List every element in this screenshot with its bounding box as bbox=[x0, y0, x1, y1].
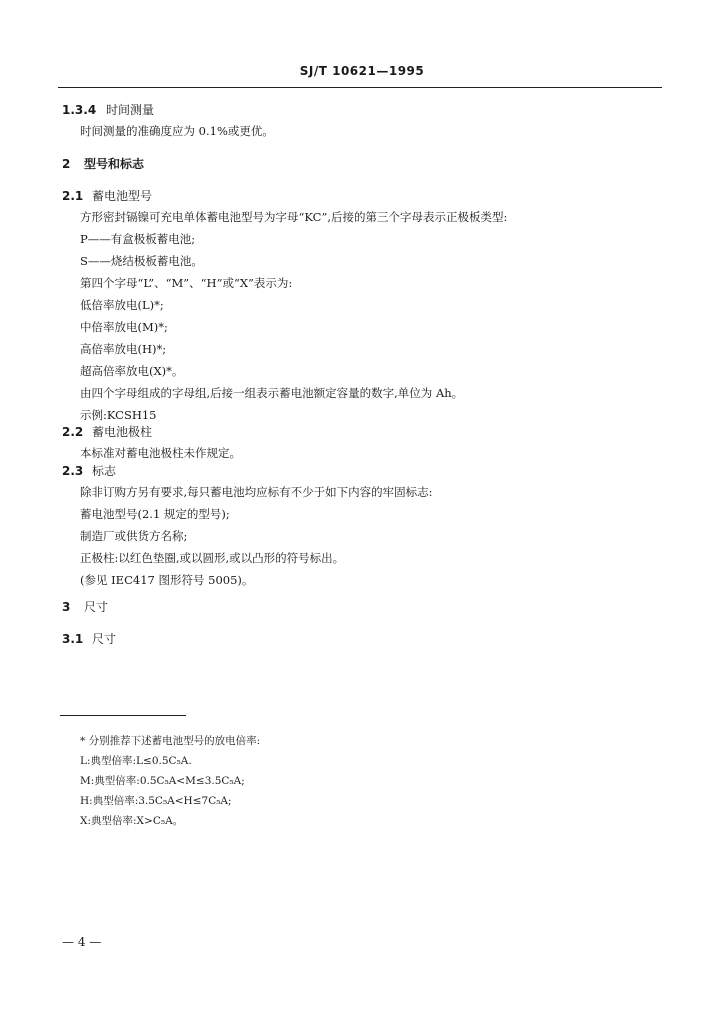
section-2-3-line: (参见 IEC417 图形符号 5005)。 bbox=[80, 573, 254, 587]
section-2-1-line: 超高倍率放电(X)*。 bbox=[80, 364, 184, 378]
section-2-1-line: 第四个字母“L”、“M”、“H”或“X”表示为: bbox=[80, 276, 293, 290]
section-number: 2.3 bbox=[62, 464, 84, 478]
section-2-3-line: 蓄电池型号(2.1 规定的型号); bbox=[80, 507, 230, 521]
section-2-3-line: 制造厂或供货方名称; bbox=[80, 529, 188, 543]
section-number: 2 bbox=[62, 157, 71, 171]
section-2-1-line: 中倍率放电(M)*; bbox=[80, 320, 168, 334]
footnote-line: M:典型倍率:0.5C₅A<M≤3.5C₅A; bbox=[80, 775, 245, 787]
section-2-2-heading bbox=[62, 423, 152, 440]
section-2-1-line: P——有盒极板蓄电池; bbox=[80, 232, 196, 246]
footnote-rule bbox=[60, 715, 186, 716]
section-2-3-line: 除非订购方另有要求,每只蓄电池均应标有不少于如下内容的牢固标志: bbox=[80, 485, 433, 499]
section-3-heading bbox=[62, 598, 108, 615]
section-title: 型号和标志 bbox=[84, 157, 145, 171]
footnote-line: X:典型倍率:X>C₅A。 bbox=[80, 815, 184, 827]
page-number: — 4 — bbox=[62, 935, 102, 949]
section-2-1-line: 方形密封镉镍可充电单体蓄电池型号为字母“KC”,后接的第三个字母表示正极板类型: bbox=[80, 210, 508, 224]
section-2-heading bbox=[62, 155, 144, 172]
section-number: 3 bbox=[62, 600, 71, 614]
section-2-1-example: 示例:KCSH15 bbox=[80, 408, 157, 422]
section-title: 蓄电池极柱 bbox=[92, 425, 153, 439]
footnote-line: * 分别推荐下述蓄电池型号的放电倍率: bbox=[80, 735, 261, 747]
footnote-line: L:典型倍率:L≤0.5C₅A. bbox=[80, 755, 192, 767]
section-number: 2.1 bbox=[62, 189, 84, 203]
section-2-1-line: S——烧结极板蓄电池。 bbox=[80, 254, 203, 268]
section-title: 标志 bbox=[92, 464, 117, 478]
section-number: 1.3.4 bbox=[62, 103, 97, 117]
section-1-3-4-text: 时间测量的准确度应为 0.1%或更优。 bbox=[80, 124, 274, 138]
section-1-3-4-heading bbox=[62, 101, 154, 118]
footnote-line: H:典型倍率:3.5C₅A<H≤7C₅A; bbox=[80, 795, 232, 807]
section-number: 2.2 bbox=[62, 425, 84, 439]
section-title: 时间测量 bbox=[106, 103, 155, 117]
section-title: 尺寸 bbox=[84, 600, 109, 614]
section-2-1-line: 由四个字母组成的字母组,后接一组表示蓄电池额定容量的数字,单位为 Ah。 bbox=[80, 386, 464, 400]
section-3-1-heading bbox=[62, 630, 116, 647]
section-2-3-line: 正极柱:以红色垫圈,或以圆形,或以凸形的符号标出。 bbox=[80, 551, 345, 565]
section-2-1-heading bbox=[62, 187, 152, 204]
section-2-1-line: 低倍率放电(L)*; bbox=[80, 298, 164, 312]
header-rule bbox=[58, 87, 662, 88]
section-number: 3.1 bbox=[62, 632, 84, 646]
section-2-2-text: 本标准对蓄电池极柱未作规定。 bbox=[80, 446, 241, 460]
section-2-3-heading bbox=[62, 462, 116, 479]
section-title: 尺寸 bbox=[92, 632, 117, 646]
section-2-1-line: 高倍率放电(H)*; bbox=[80, 342, 167, 356]
page-header: SJ/T 10621—1995 bbox=[299, 64, 425, 78]
section-title: 蓄电池型号 bbox=[92, 189, 153, 203]
